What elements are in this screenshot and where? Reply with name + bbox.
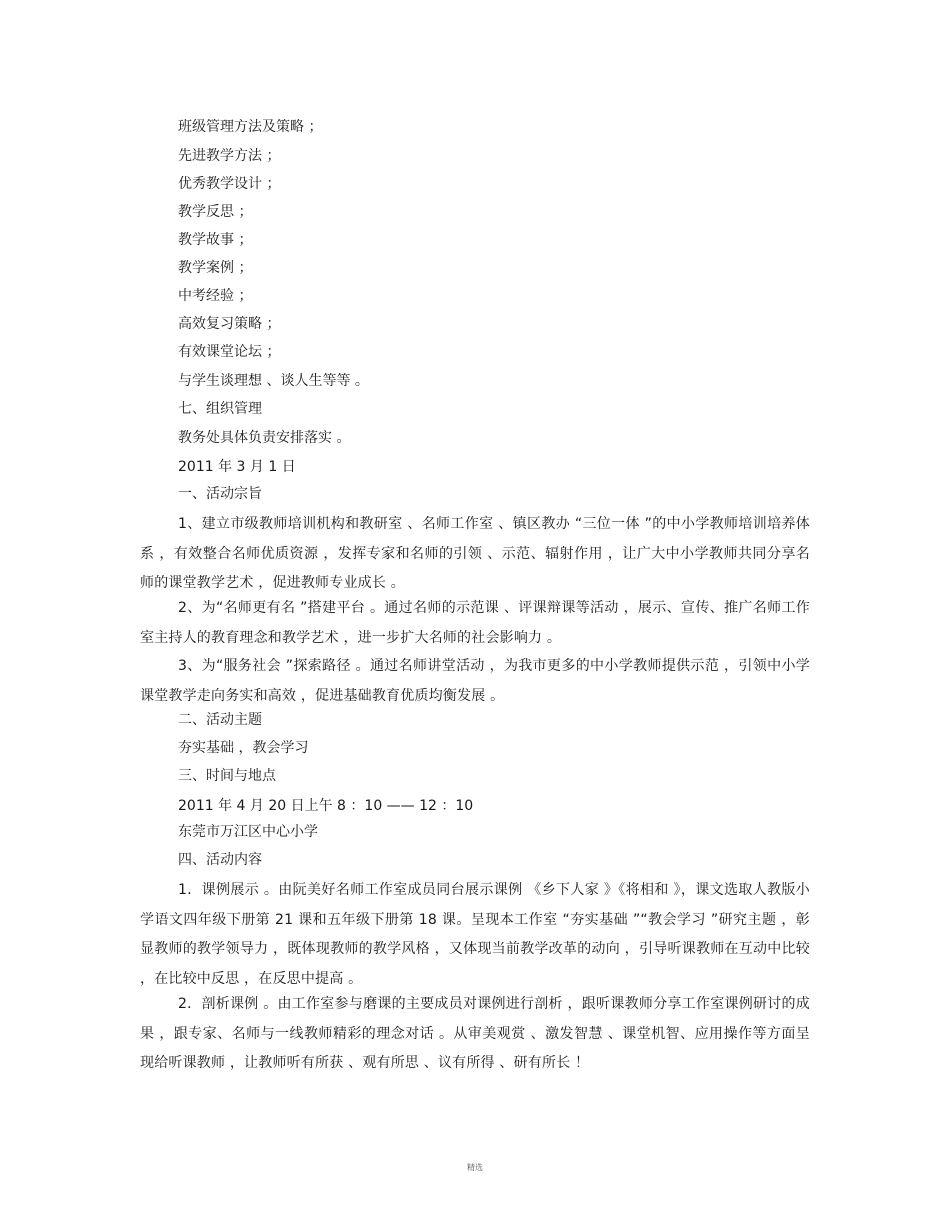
time-line: 2011 年 4 月 20 日上午 8 ：10 —— 12 ：10 bbox=[178, 798, 474, 814]
section-heading: 二、活动主题 bbox=[178, 712, 262, 728]
section-text: 教务处具体负责安排落实 。 bbox=[178, 430, 351, 446]
paragraph: 1．课例展示 。由阮美好名师工作室成员同台展示课例 《乡下人家 》《将相和 》，课文选取人教版小学语文四年级下册第 21 课和五年级下册第 18 课。呈现本工作室 “夯实基础 ”“教会学习 ”研究主题 ，彰显教师的教学领导力 ，既体现教师的教学风格 ，又体现当前教学改革的动向 ，引导听课教师在互动中比较 ，在比较中反思 ，在反思中提高 。 bbox=[140, 882, 810, 987]
list-item: 教学故事 ； bbox=[178, 232, 253, 248]
paragraph: 2、为“名师更有名 ”搭建平台 。通过名师的示范课 、评课辩课等活动 ，展示、宣传、推广名师工作室主持人的教育理念和教学艺术 ，进一步扩大名师的社会影响力 。 bbox=[140, 600, 810, 646]
list-item: 先进教学方法 ； bbox=[178, 148, 281, 164]
date-line: 2011 年 3 月 1 日 bbox=[178, 459, 296, 475]
list-item: 优秀教学设计 ； bbox=[178, 176, 281, 192]
list-item: 教学反思 ； bbox=[178, 204, 253, 220]
list-item: 教学案例 ； bbox=[178, 260, 253, 276]
list-item: 与学生谈理想 、谈人生等等 。 bbox=[178, 373, 369, 389]
list-item: 中考经验 ； bbox=[178, 288, 253, 304]
list-item: 有效课堂论坛 ； bbox=[178, 344, 281, 360]
list-item: 高效复习策略 ； bbox=[178, 316, 281, 332]
page-footer: 精选 bbox=[467, 1163, 483, 1172]
section-heading: 七、组织管理 bbox=[178, 401, 262, 417]
section-heading: 四、活动内容 bbox=[178, 852, 262, 868]
paragraph: 3、为“服务社会 ”探索路径 。通过名师讲堂活动 ，为我市更多的中小学教师提供示范 ，引领中小学课堂教学走向务实和高效 ，促进基础教育优质均衡发展 。 bbox=[140, 658, 810, 704]
section-heading: 一、活动宗旨 bbox=[178, 486, 262, 502]
section-heading: 三、时间与地点 bbox=[178, 768, 276, 784]
paragraph: 2．剖析课例 。由工作室参与磨课的主要成员对课例进行剖析 ，跟听课教师分享工作室课例研讨的成果 ，跟专家、名师与一线教师精彩的理念对话 。从审美观赏 、激发智慧 、课堂机智、应用操作等方面呈现给听课教师 ，让教师听有所获 、观有所思 、议有所得 、研有所长 ！ bbox=[140, 996, 810, 1071]
place-line: 东莞市万江区中心小学 bbox=[178, 824, 318, 840]
paragraph: 1、建立市级教师培训机构和教研室 、名师工作室 、镇区教办 “三位一体 ”的中小学教师培训培养体系 ，有效整合名师优质资源 ，发挥专家和名师的引领 、示范、辐射作用 ，让广大中小学教师共同分享名师的课堂教学艺术 ，促进教师专业成长 。 bbox=[140, 516, 810, 591]
section-text: 夯实基础 ，教会学习 bbox=[178, 740, 309, 756]
list-item: 班级管理方法及策略 ； bbox=[178, 119, 323, 135]
